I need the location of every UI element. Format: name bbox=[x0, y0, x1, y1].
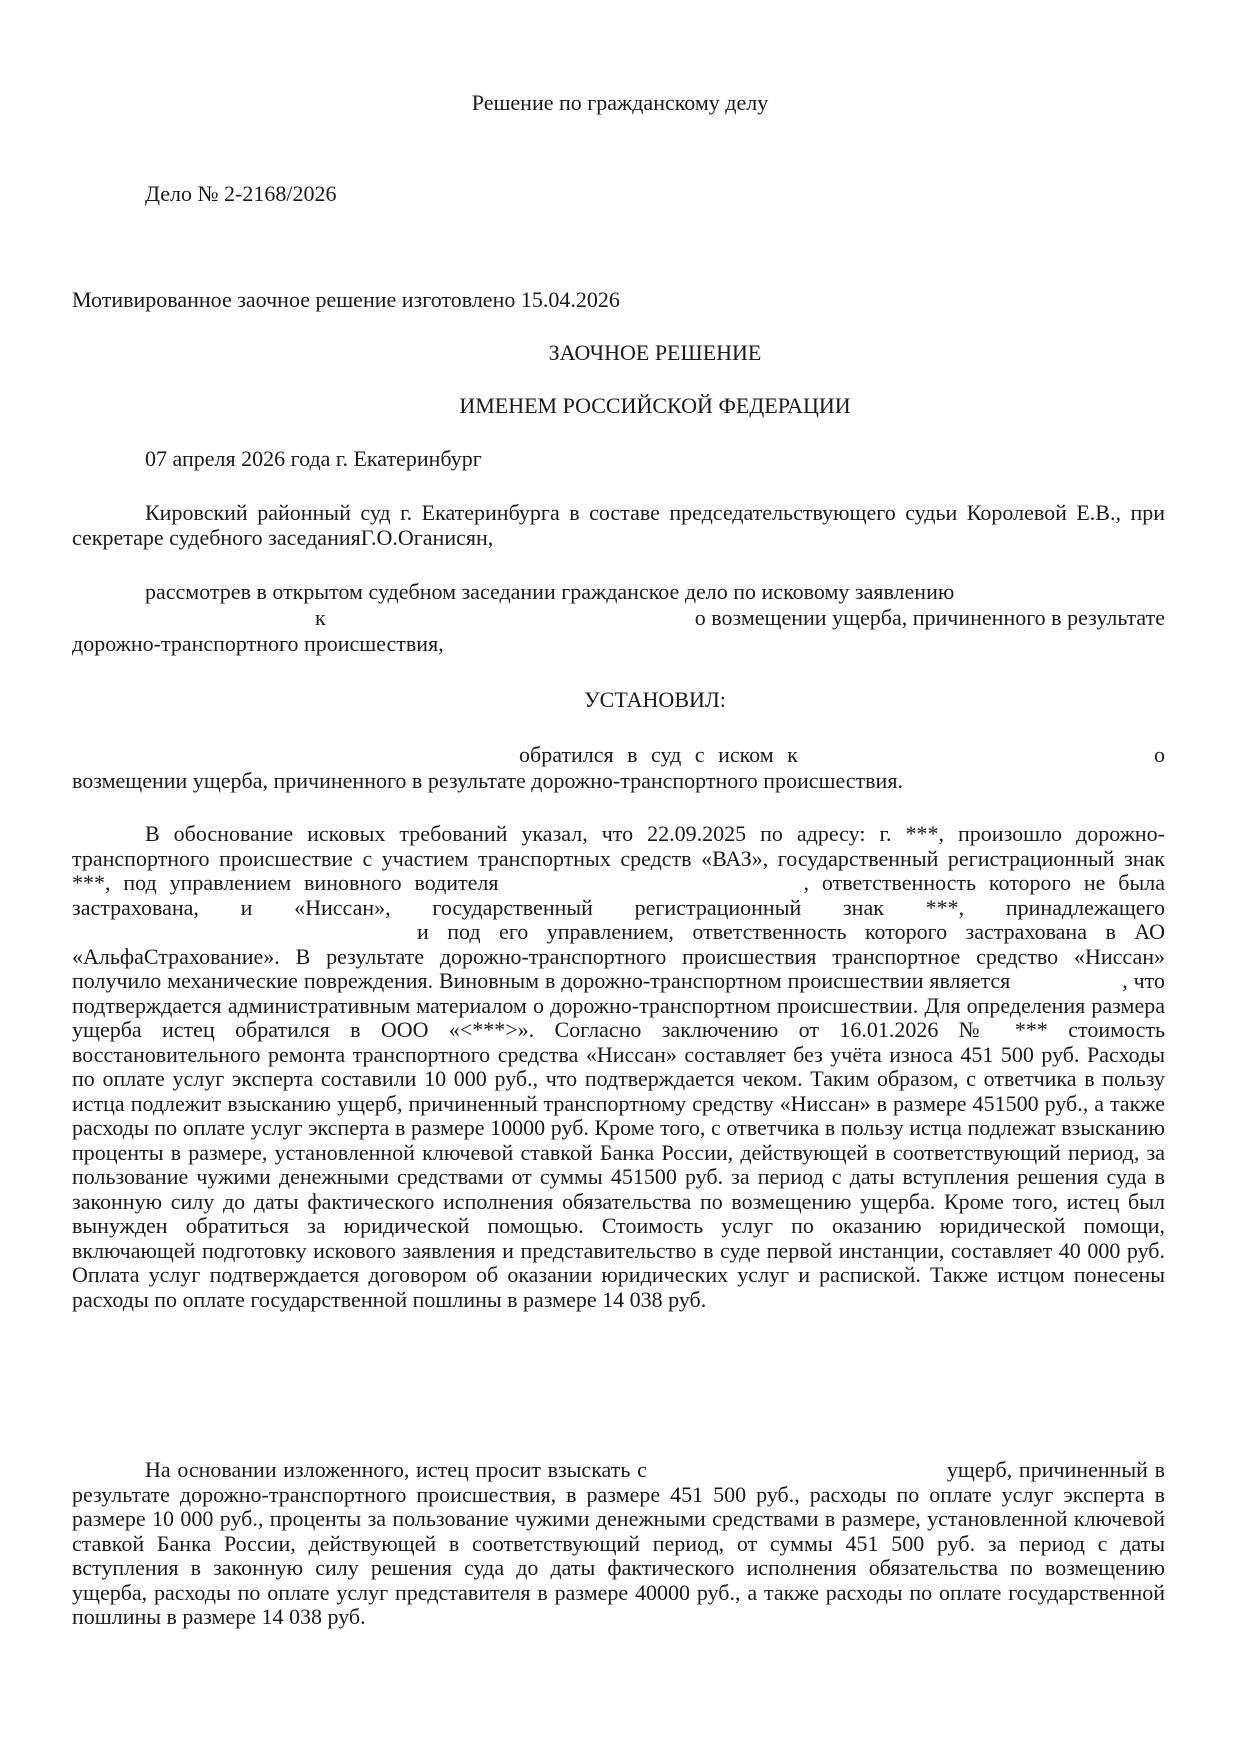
grounds-part-4: , что подтверждается административным материалом о дорожно-транспортном происшествии. Для определения размера ущерба истец обратился в ООО «<***>». Согласно заключению от 16.01.2026 № *** стоимость восстановительного ремонта транспортного средства «Ниссан» составляет без учёта износа 451 500 руб. Расходы по оплате услуг эксперта составили 10 000 руб., что подтверждается чеком. Таким образом, с ответчика в пользу истца подлежит взысканию ущерб, причиненный транспортному средству «Ниссан» в размере 451500 руб., а также расходы по оплате услуг эксперта в размере 10000 руб. Кроме того, с ответчика в пользу истца подлежат взысканию проценты в размере, установленной ключевой ставкой Банка России, действующей в соответствующий период, за пользование чужими денежными средствами от суммы 451500 руб. за период с даты вступления решения суда в законную силу до даты фактического исполнения обязательства по возмещению ущерба. Кроме того, истец был вынужден обратиться за юридической помощью. Стоимость услуг по оказанию юридической помощи, включающей подготовку искового заявления и представительство в суде первой инстанции, составляет 40 000 руб. Оплата услуг подтверждается договором об оказании юридических услуг и распиской. Также истцом понесены расходы по оплате государственной пошлины в размере 14 038 руб. bbox=[72, 968, 1166, 1312]
request-paragraph bbox=[72, 1458, 1165, 1630]
case-number: Дело № 2-2168/2026 bbox=[145, 181, 337, 206]
claim-about: о bbox=[1154, 742, 1165, 767]
considered-line-3 bbox=[72, 632, 1165, 657]
header-title: Решение по гражданскому делу bbox=[471, 90, 769, 115]
claim-line-2 bbox=[72, 769, 1165, 794]
considered-about: о возмещении ущерба, причиненного в результате bbox=[694, 605, 1165, 630]
in-the-name-heading: ИМЕНЕМ РОССИЙСКОЙ ФЕДЕРАЦИИ bbox=[459, 393, 851, 418]
request-part-2: ущерб, причиненный в результате дорожно-транспортного происшествия, в размере 451 500 руб., расходы по оплате услуг эксперта в размере 10 000 руб., проценты за пользование чужими денежными средствами в размере, установленной ключевой ставкой Банка России, действующей в соответствующий период, от суммы 451 500 руб. за период с даты вступления в законную силу решения суда до даты фактического исполнения обязательства по возмещению ущерба, расходы по оплате услуг представителя в размере 40000 руб., а также расходы по оплате государственной пошлины в размере 14 038 руб. bbox=[72, 1457, 1166, 1629]
claim-text: обратился в суд с иском к bbox=[519, 742, 798, 767]
considered-line-1 bbox=[72, 580, 1165, 605]
claim-line-1 bbox=[72, 743, 1165, 768]
considered-tail: дорожно-транспортного происшествия, bbox=[72, 631, 444, 656]
claim-tail: возмещении ущерба, причиненного в результате дорожно-транспортного происшествия. bbox=[72, 768, 903, 793]
motivated-decision-note: Мотивированное заочное решение изготовлено 15.04.2026 bbox=[72, 287, 620, 312]
grounds-paragraph bbox=[72, 822, 1165, 1312]
considered-to: к bbox=[315, 605, 326, 630]
grounds-part-3: и под его управлением, ответственность которого застрахована в АО «АльфаСтрахование». В результате дорожно-транспортного происшествия транспортное средство «Ниссан» получило механические повреждения. Виновным в дорожно-транспортном происшествии является bbox=[72, 919, 1165, 993]
established-heading: УСТАНОВИЛ: bbox=[584, 687, 726, 712]
date-and-place: 07 апреля 2026 года г. Екатеринбург bbox=[145, 446, 482, 471]
court-composition-paragraph: Кировский районный суд г. Екатеринбурга в составе председательствующего судьи Королевой Е.В., при секретаре судебного заседанияГ.О.Оганисян, bbox=[72, 500, 1165, 550]
grounds-part-1: В обоснование исковых требований указал, что 22.09.2025 по адресу: г. ***, произошло дорожно-транспортного происшествие с участием транспортных средств «ВАЗ», государственный регистрационный знак ***, под управлением виновного водителя bbox=[72, 821, 1165, 895]
decision-title: ЗАОЧНОЕ РЕШЕНИЕ bbox=[548, 340, 762, 365]
considered-text: рассмотрев в открытом судебном заседании гражданское дело по исковому заявлению bbox=[145, 579, 955, 604]
considered-line-2 bbox=[72, 606, 1165, 631]
request-part-1: На основании изложенного, истец просит взыскать с bbox=[145, 1457, 647, 1482]
grounds-part-2: , ответственность которого не была застрахована, и «Ниссан», государственный регистрационный знак ***, принадлежащего bbox=[72, 870, 1165, 920]
